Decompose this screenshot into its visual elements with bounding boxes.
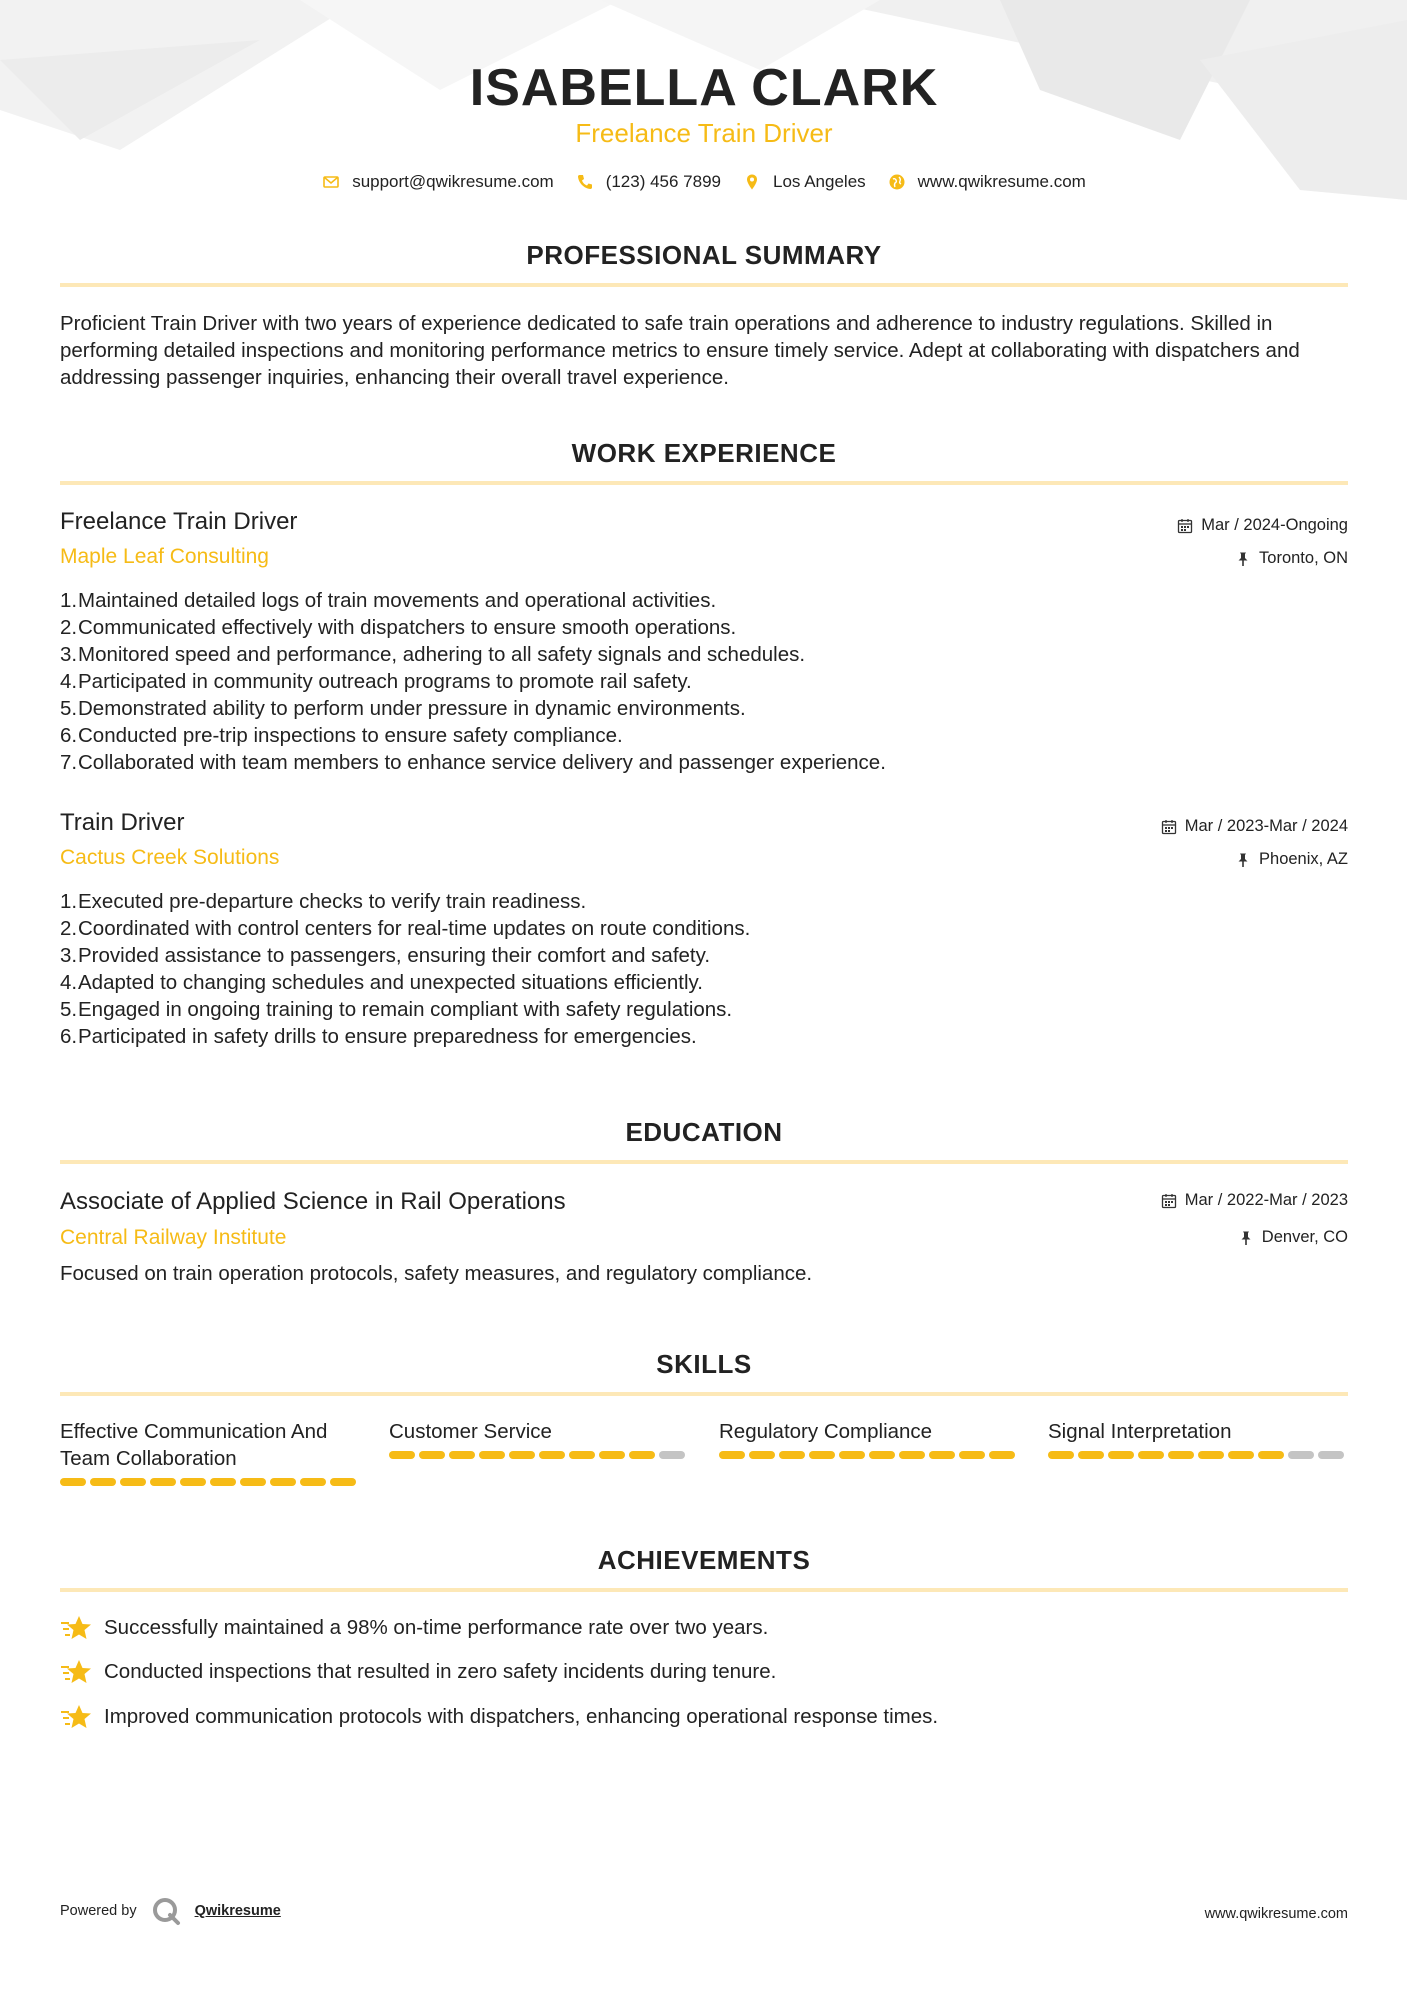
skill-level-segment (899, 1451, 925, 1459)
skills-heading: SKILLS (656, 1349, 752, 1379)
pushpin-icon (1235, 551, 1251, 567)
job-dates-text: Mar / 2023-Mar / 2024 (1184, 817, 1348, 835)
job-bullets (60, 587, 1348, 776)
skill-level-segment (779, 1451, 805, 1459)
skill-level-segment (539, 1451, 565, 1459)
skill-name: Signal Interpretation (1048, 1420, 1232, 1443)
education-location-text: Denver, CO (1261, 1228, 1348, 1246)
skill-item (60, 1418, 360, 1486)
contact-email[interactable] (322, 172, 554, 192)
job-location-text: Toronto, ON (1259, 549, 1348, 567)
star-icon (60, 1614, 92, 1642)
qwikresume-logo-icon (151, 1896, 181, 1926)
phone-icon (576, 173, 594, 191)
website-text: www.qwikresume.com (917, 172, 1086, 191)
skill-level-segment (60, 1478, 86, 1486)
skill-level-bar (719, 1451, 1019, 1459)
skill-item (389, 1418, 689, 1459)
skill-level-segment (1258, 1451, 1284, 1459)
skill-level-segment (659, 1451, 685, 1459)
achievement-item (60, 1658, 776, 1686)
skill-level-segment (120, 1478, 146, 1486)
skill-level-segment (1138, 1451, 1164, 1459)
skill-level-segment (959, 1451, 985, 1459)
skill-level-segment (599, 1451, 625, 1459)
job-title: Freelance Train Driver (60, 508, 298, 535)
skill-level-segment (869, 1451, 895, 1459)
star-icon (60, 1703, 92, 1731)
skill-level-segment (300, 1478, 326, 1486)
skill-level-segment (989, 1451, 1015, 1459)
location-text: Los Angeles (773, 172, 866, 191)
globe-icon (888, 173, 906, 191)
list-item: 6. Conducted pre-trip inspections to ensure safety compliance. (60, 724, 623, 747)
contact-website[interactable] (888, 172, 1086, 192)
skill-level-segment (150, 1478, 176, 1486)
skill-level-segment (240, 1478, 266, 1486)
achievement-text: Improved communication protocols with dispatchers, enhancing operational response times. (104, 1705, 939, 1728)
skill-level-segment (90, 1478, 116, 1486)
contact-phone[interactable] (576, 172, 721, 192)
skill-level-segment (1198, 1451, 1224, 1459)
list-item: 5. Engaged in ongoing training to remain compliant with safety regulations. (60, 998, 733, 1021)
education-divider (60, 1160, 1348, 1164)
skill-level-segment (1288, 1451, 1314, 1459)
list-item: 1. Maintained detailed logs of train movements and operational activities. (60, 589, 717, 612)
skill-level-segment (569, 1451, 595, 1459)
footer-powered-by (60, 1896, 281, 1926)
summary-heading: PROFESSIONAL SUMMARY (526, 240, 882, 270)
school-name: Central Railway Institute (60, 1226, 287, 1249)
skill-level-bar (389, 1451, 689, 1459)
list-item: 3. Monitored speed and performance, adhering to all safety signals and schedules. (60, 643, 806, 666)
calendar-icon (1161, 819, 1177, 835)
job-dates-text: Mar / 2024-Ongoing (1201, 516, 1348, 534)
list-item: 4. Participated in community outreach programs to promote rail safety. (60, 670, 692, 693)
skill-level-segment (330, 1478, 356, 1486)
skill-level-segment (1318, 1451, 1344, 1459)
skill-level-segment (629, 1451, 655, 1459)
skill-name: Regulatory Compliance (719, 1420, 933, 1443)
skill-level-bar (1048, 1451, 1348, 1459)
skill-level-segment (449, 1451, 475, 1459)
footer-website[interactable]: www.qwikresume.com (1204, 1906, 1348, 1922)
skill-level-segment (180, 1478, 206, 1486)
job-company: Cactus Creek Solutions (60, 846, 280, 869)
calendar-icon (1161, 1193, 1177, 1209)
job-location (1235, 850, 1348, 869)
qwikresume-link[interactable]: Qwikresume (194, 1903, 281, 1919)
envelope-icon (322, 173, 340, 191)
skill-level-segment (1078, 1451, 1104, 1459)
skill-level-segment (479, 1451, 505, 1459)
phone-text: (123) 456 7899 (605, 172, 722, 191)
list-item: 7. Collaborated with team members to enhance service delivery and passenger experience. (60, 751, 886, 774)
skill-level-segment (389, 1451, 415, 1459)
list-item: 5. Demonstrated ability to perform under pressure in dynamic environments. (60, 697, 746, 720)
skill-item (719, 1418, 1019, 1459)
degree-title: Associate of Applied Science in Rail Operations (60, 1188, 566, 1215)
skill-level-segment (1168, 1451, 1194, 1459)
skill-level-segment (809, 1451, 835, 1459)
achievement-text: Successfully maintained a 98% on-time performance rate over two years. (104, 1616, 769, 1639)
skill-name: Effective Communication And Team Collaboration (60, 1420, 328, 1470)
job-company: Maple Leaf Consulting (60, 545, 269, 568)
achievement-item (60, 1703, 938, 1731)
candidate-name: ISABELLA CLARK (469, 59, 939, 117)
skill-name: Customer Service (389, 1420, 552, 1443)
pushpin-icon (1235, 852, 1251, 868)
experience-divider (60, 481, 1348, 485)
achievement-item (60, 1614, 768, 1642)
job-bullets (60, 888, 1348, 1050)
achievements-divider (60, 1588, 1348, 1592)
skill-level-segment (1228, 1451, 1254, 1459)
email-text: support@qwikresume.com (352, 172, 554, 191)
education-dates-text: Mar / 2022-Mar / 2023 (1184, 1191, 1348, 1209)
skill-level-segment (749, 1451, 775, 1459)
summary-divider (60, 283, 1348, 287)
skill-level-segment (419, 1451, 445, 1459)
experience-heading: WORK EXPERIENCE (571, 438, 837, 468)
list-item: 2. Coordinated with control centers for real-time updates on route conditions. (60, 917, 751, 940)
contact-location (743, 172, 866, 192)
job-location-text: Phoenix, AZ (1259, 850, 1348, 868)
candidate-title: Freelance Train Driver (575, 118, 833, 148)
list-item: 3. Provided assistance to passengers, ensuring their comfort and safety. (60, 944, 711, 967)
job-dates (1177, 516, 1348, 535)
powered-by-text: Powered by (60, 1903, 137, 1919)
education-dates (1161, 1191, 1348, 1210)
skill-level-segment (270, 1478, 296, 1486)
education-location (1238, 1228, 1348, 1247)
pushpin-icon (1238, 1230, 1254, 1246)
skill-level-segment (929, 1451, 955, 1459)
map-pin-icon (743, 173, 761, 191)
skill-level-segment (210, 1478, 236, 1486)
job-title: Train Driver (60, 809, 185, 836)
list-item: 4. Adapted to changing schedules and unexpected situations efficiently. (60, 971, 703, 994)
list-item: 6. Participated in safety drills to ensure preparedness for emergencies. (60, 1025, 697, 1048)
skill-level-segment (509, 1451, 535, 1459)
skill-level-segment (839, 1451, 865, 1459)
education-heading: EDUCATION (625, 1117, 783, 1147)
education-description: Focused on train operation protocols, safety measures, and regulatory compliance. (60, 1262, 813, 1285)
skills-divider (60, 1392, 1348, 1396)
skill-item (1048, 1418, 1348, 1459)
skill-level-segment (1048, 1451, 1074, 1459)
skill-level-bar (60, 1478, 360, 1486)
job-location (1235, 549, 1348, 568)
list-item: 2. Communicated effectively with dispatchers to ensure smooth operations. (60, 616, 737, 639)
job-dates (1161, 817, 1348, 836)
star-icon (60, 1658, 92, 1686)
skill-level-segment (719, 1451, 745, 1459)
achievement-text: Conducted inspections that resulted in zero safety incidents during tenure. (104, 1660, 777, 1683)
achievements-heading: ACHIEVEMENTS (597, 1545, 811, 1575)
calendar-icon (1177, 518, 1193, 534)
summary-text: Proficient Train Driver with two years of experience dedicated to safe train operations and adherence to industry regulations. Skilled in performing detailed inspections and monitoring performance metrics to ensure timely service. Adept at collaborating with dispatchers and addressing passenger inquiries, enhancing their overall travel experience. (60, 312, 1300, 389)
list-item: 1. Executed pre-departure checks to verify train readiness. (60, 890, 587, 913)
skill-level-segment (1108, 1451, 1134, 1459)
contact-bar (60, 172, 1348, 192)
